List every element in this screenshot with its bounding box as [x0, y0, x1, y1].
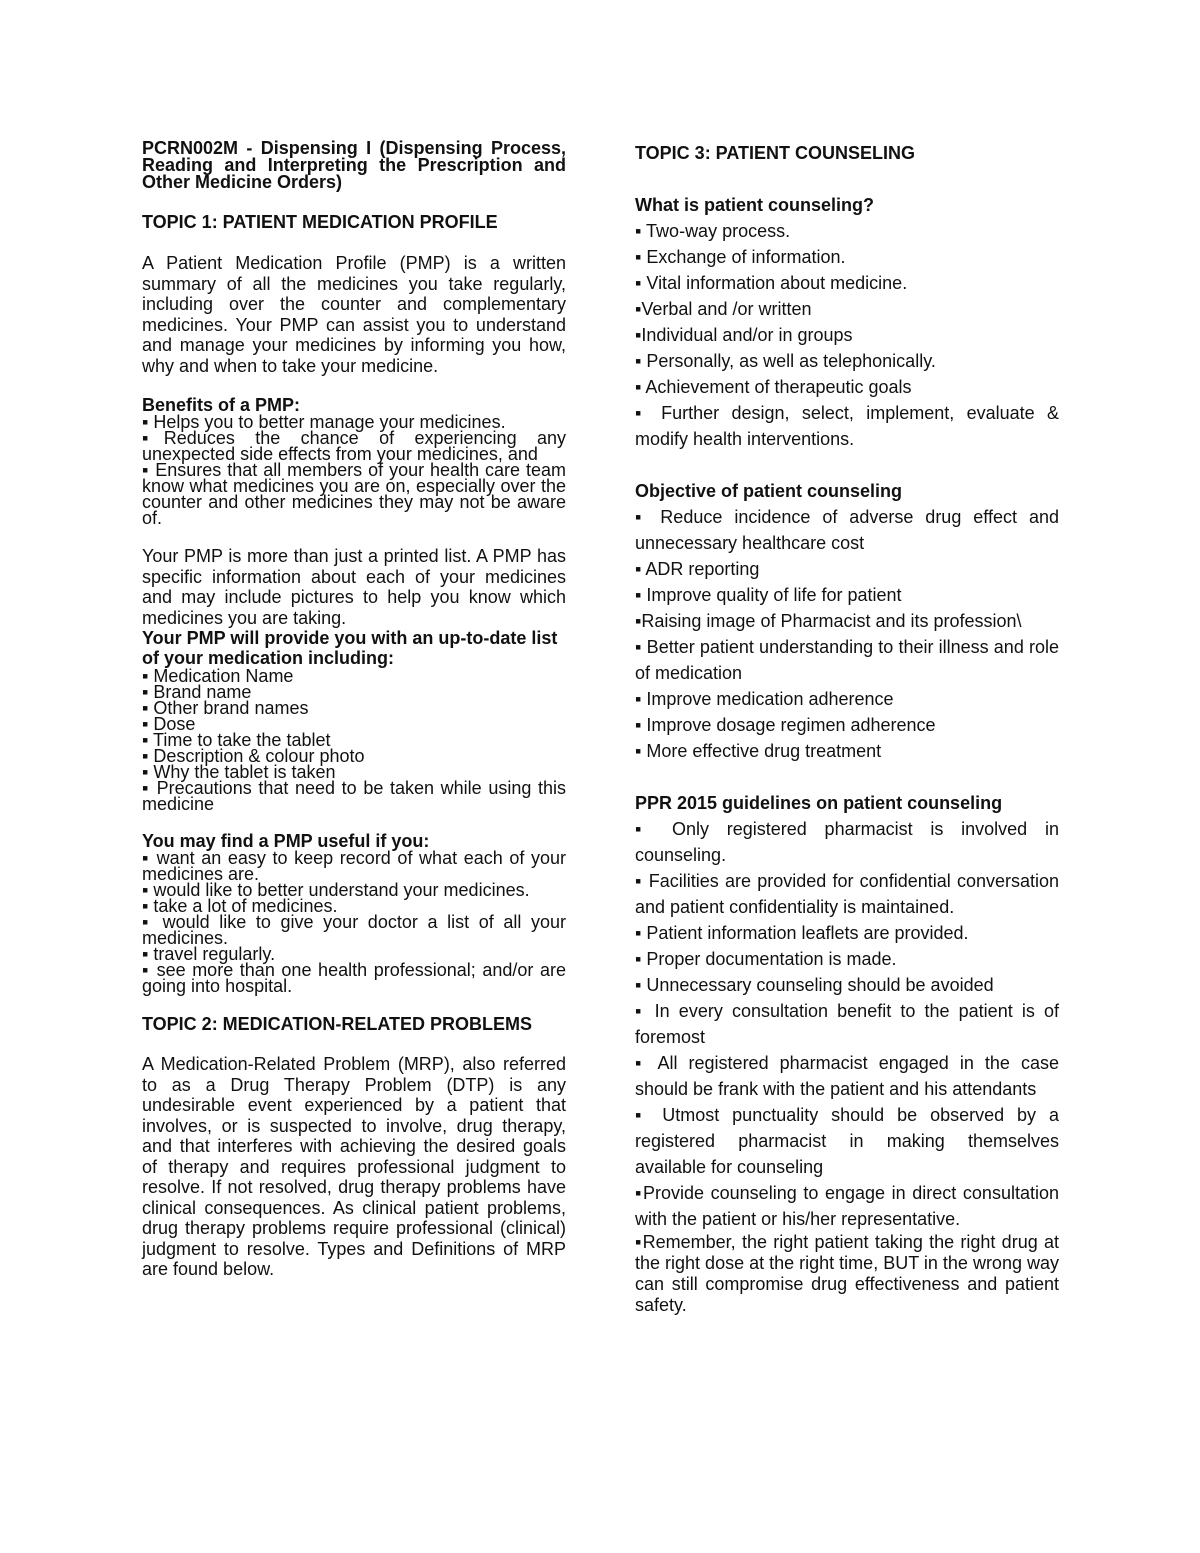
useful-item: ▪ want an easy to keep record of what each of your medicines are.	[142, 848, 566, 884]
benefits-heading: Benefits of a PMP:	[142, 395, 301, 415]
useful-item: ▪ would like to give your doctor a list of all your medicines.	[142, 912, 566, 948]
objective-item: ▪ Reduce incidence of adverse drug effect and unnecessary healthcare cost	[635, 507, 1059, 553]
what-item: ▪ Further design, select, implement, evaluate & modify health interventions.	[635, 403, 1059, 449]
ppr-item: ▪Provide counseling to engage in direct consultation with the patient or his/her representative.	[635, 1183, 1059, 1229]
objective-item: ▪ ADR reporting	[635, 559, 760, 579]
what-item: ▪ Exchange of information.	[635, 247, 846, 267]
provides-item: ▪ Medication Name	[142, 666, 294, 686]
benefit-item: ▪ Ensures that all members of your health care team know what medicines you are on, especially over the counter and other medicines they may not be aware of.	[142, 460, 566, 528]
what-item: ▪ Achievement of therapeutic goals	[635, 377, 912, 397]
provides-item: ▪ Why the tablet is taken	[142, 762, 336, 782]
right-column	[635, 140, 1059, 1316]
ppr-item: ▪ In every consultation benefit to the patient is of foremost	[635, 1001, 1059, 1047]
objective-item: ▪ Better patient understanding to their illness and role of medication	[635, 637, 1059, 683]
objective-item: ▪ More effective drug treatment	[635, 741, 882, 761]
pmp-more-paragraph: Your PMP is more than just a printed list. A PMP has specific information about each of your medicines and may include pictures to help you know which medicines you are taking.	[142, 546, 566, 628]
useful-item: ▪ take a lot of medicines.	[142, 896, 338, 916]
left-column	[142, 140, 566, 1280]
ppr-item: ▪ Unnecessary counseling should be avoided	[635, 975, 994, 995]
closing-paragraph: ▪Remember, the right patient taking the right drug at the right dose at the right time, BUT in the wrong way can still compromise drug effectiveness and patient safety.	[635, 1232, 1059, 1315]
topic2-heading: TOPIC 2: MEDICATION-RELATED PROBLEMS	[142, 1014, 533, 1034]
provides-item: ▪ Precautions that need to be taken while using this medicine	[142, 778, 566, 814]
objective-heading: Objective of patient counseling	[635, 481, 903, 501]
document-title: PCRN002M - Dispensing I (Dispensing Process, Reading and Interpreting the Prescription and Other Medicine Orders)	[142, 138, 566, 192]
what-item: ▪Individual and/or in groups	[635, 325, 853, 345]
useful-heading: You may find a PMP useful if you:	[142, 831, 430, 851]
benefit-item: ▪Reduces the chance of experiencing any unexpected side effects from your medicines, and	[142, 428, 566, 464]
provides-item: ▪ Dose	[142, 714, 196, 734]
objective-item: ▪ Improve quality of life for patient	[635, 585, 902, 605]
ppr-item: ▪ Patient information leaflets are provided.	[635, 923, 969, 943]
benefit-item: ▪ Helps you to better manage your medicines.	[142, 412, 506, 432]
ppr-item: ▪ Only registered pharmacist is involved in counseling.	[635, 819, 1059, 865]
useful-item: ▪ see more than one health professional; and/or are going into hospital.	[142, 960, 566, 996]
provides-item: ▪ Description & colour photo	[142, 746, 365, 766]
provides-item: ▪ Other brand names	[142, 698, 309, 718]
what-item: ▪ Two-way process.	[635, 221, 791, 241]
ppr-heading: PPR 2015 guidelines on patient counseling	[635, 793, 1003, 813]
provides-item: ▪ Time to take the tablet	[142, 730, 331, 750]
ppr-item: ▪ All registered pharmacist engaged in the case should be frank with the patient and his attendants	[635, 1053, 1059, 1099]
topic3-heading: TOPIC 3: PATIENT COUNSELING	[635, 143, 916, 163]
pmp-intro-paragraph: A Patient Medication Profile (PMP) is a written summary of all the medicines you take regularly, including over the counter and complementary medicines. Your PMP can assist you to understand and manage your medicines by informing you how, why and when to take your medicine.	[142, 253, 566, 376]
what-item: ▪Verbal and /or written	[635, 299, 812, 319]
objective-item: ▪Raising image of Pharmacist and its profession\	[635, 611, 1022, 631]
useful-item: ▪ would like to better understand your medicines.	[142, 880, 530, 900]
what-item: ▪ Personally, as well as telephonically.	[635, 351, 936, 371]
topic1-heading: TOPIC 1: PATIENT MEDICATION PROFILE	[142, 212, 498, 232]
provides-item: ▪ Brand name	[142, 682, 252, 702]
what-item: ▪ Vital information about medicine.	[635, 273, 908, 293]
provides-heading: Your PMP will provide you with an up-to-date list of your medication including:	[142, 628, 558, 668]
what-heading: What is patient counseling?	[635, 195, 875, 215]
mrp-paragraph: A Medication-Related Problem (MRP), also referred to as a Drug Therapy Problem (DTP) is any undesirable event experienced by a patient that involves, or is suspected to involve, drug therapy, and that interferes with achieving the desired goals of therapy and requires professional judgment to resolve. If not resolved, drug therapy problems have clinical consequences. As clinical patient problems, drug therapy problems require professional (clinical) judgment to resolve. Types and Definitions of MRP are found below.	[142, 1054, 566, 1279]
objective-item: ▪ Improve medication adherence	[635, 689, 894, 709]
objective-item: ▪ Improve dosage regimen adherence	[635, 715, 936, 735]
ppr-item: ▪ Facilities are provided for confidential conversation and patient confidentiality is maintained.	[635, 871, 1059, 917]
useful-item: ▪ travel regularly.	[142, 944, 276, 964]
ppr-item: ▪ Utmost punctuality should be observed by a registered pharmacist in making themselves available for counseling	[635, 1105, 1059, 1177]
ppr-item: ▪ Proper documentation is made.	[635, 949, 897, 969]
